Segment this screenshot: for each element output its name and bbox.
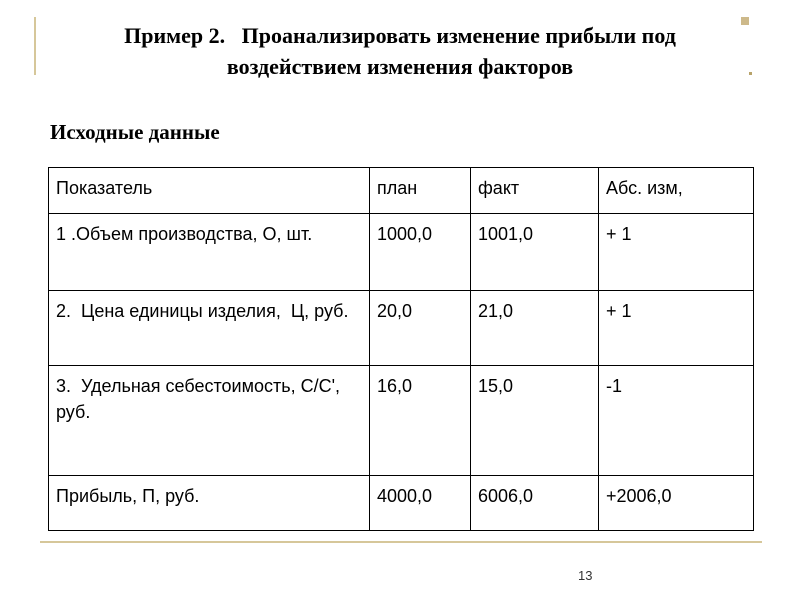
row-plan: 16,0 bbox=[370, 366, 471, 476]
row-fact: 15,0 bbox=[471, 366, 599, 476]
row-label: 1 .Объем производства, О, шт. bbox=[49, 214, 370, 291]
table-row bbox=[49, 214, 754, 291]
row-fact: 21,0 bbox=[471, 291, 599, 366]
table-row bbox=[49, 366, 754, 476]
table-row bbox=[49, 291, 754, 366]
row-abs: + 1 bbox=[599, 291, 754, 366]
source-data-table bbox=[48, 167, 754, 531]
title-line-2: воздействием изменения факторов bbox=[226, 54, 574, 79]
row-abs: -1 bbox=[599, 366, 754, 476]
bottom-accent-line bbox=[40, 541, 762, 543]
header-plan: план bbox=[370, 168, 471, 214]
header-abs-change: Абс. изм, bbox=[599, 168, 754, 214]
row-fact: 1001,0 bbox=[471, 214, 599, 291]
slide-title bbox=[40, 20, 760, 82]
row-fact: 6006,0 bbox=[471, 476, 599, 531]
title-line-1: Пример 2. Проанализировать изменение прибыли под bbox=[124, 23, 676, 48]
row-abs: + 1 bbox=[599, 214, 754, 291]
section-subtitle: Исходные данные bbox=[50, 120, 220, 144]
row-plan: 1000,0 bbox=[370, 214, 471, 291]
row-plan: 20,0 bbox=[370, 291, 471, 366]
row-abs: +2006,0 bbox=[599, 476, 754, 531]
row-label: Прибыль, П, руб. bbox=[49, 476, 370, 531]
table-row bbox=[49, 476, 754, 531]
row-label: 2. Цена единицы изделия, Ц, руб. bbox=[49, 291, 370, 366]
row-label: 3. Удельная себестоимость, С/С', руб. bbox=[49, 366, 370, 476]
row-plan: 4000,0 bbox=[370, 476, 471, 531]
table-header-row bbox=[49, 168, 754, 214]
page-number: 13 bbox=[578, 568, 593, 583]
header-indicator: Показатель bbox=[49, 168, 370, 214]
left-accent-line bbox=[34, 17, 36, 75]
header-fact: факт bbox=[471, 168, 599, 214]
